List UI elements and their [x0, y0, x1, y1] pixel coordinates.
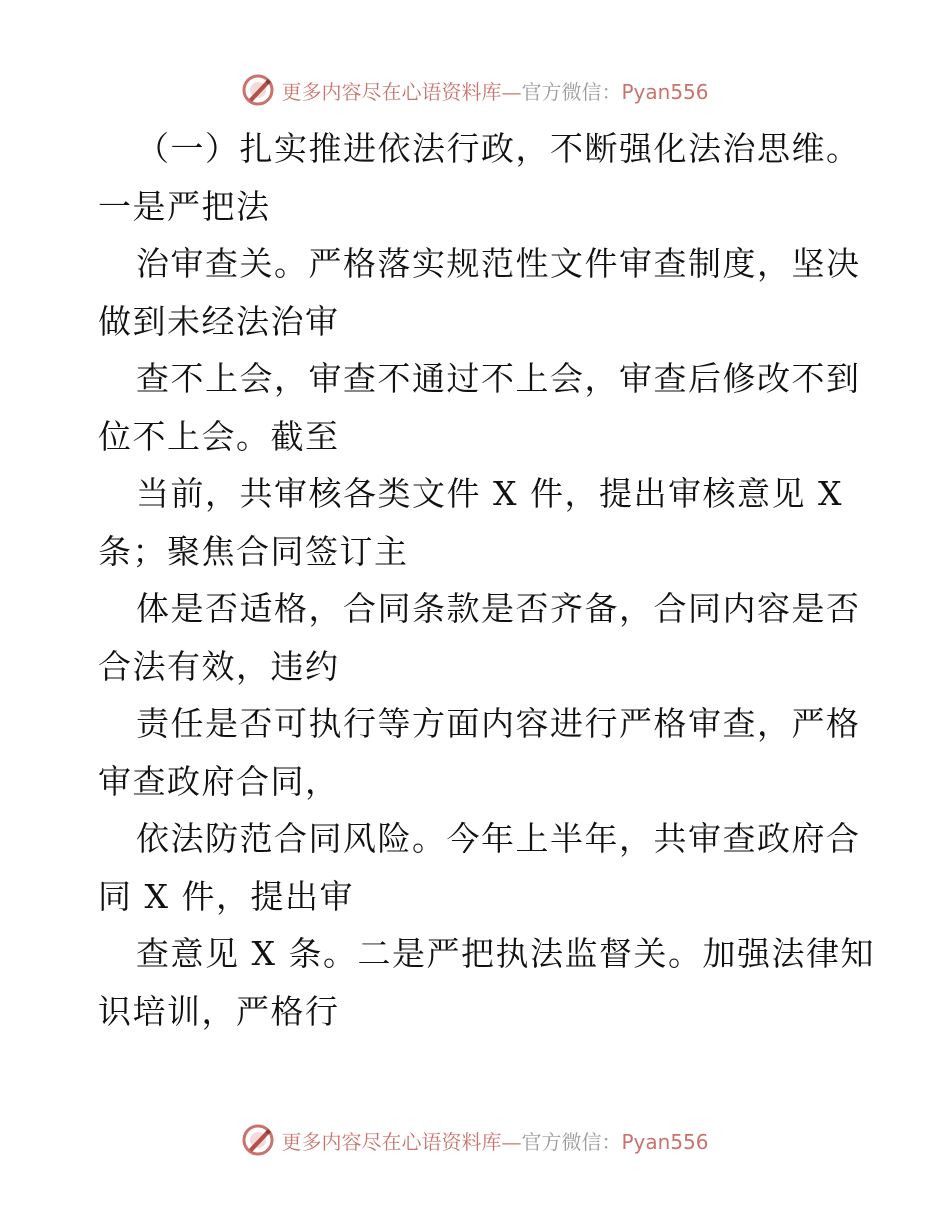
document-line: 体是否适格，合同条款是否齐备，合同内容是否 — [136, 589, 861, 628]
document-body — [98, 120, 875, 1040]
pen-logo-icon — [241, 1123, 275, 1157]
watermark-dash: — — [501, 1129, 522, 1154]
document-line: 同 X 件，提出审 — [98, 876, 354, 916]
document-line: 条；聚焦合同签订主 — [98, 531, 409, 571]
document-line: （一）扎实推进依法行政，不断强化法治思维。 — [136, 129, 861, 168]
document-line: 查不上会，审查不通过不上会，审查后修改不到 — [136, 359, 861, 398]
watermark-footer — [0, 1120, 950, 1160]
document-line: 做到未经法治审 — [98, 301, 340, 341]
watermark-inner — [241, 1123, 708, 1157]
watermark-header — [0, 70, 950, 110]
watermark-wechat-label: 官方微信： — [521, 1129, 622, 1154]
watermark-text — [281, 76, 708, 105]
watermark-label: 更多内容尽在心语资料库 — [281, 1129, 502, 1154]
watermark-inner — [241, 73, 708, 107]
document-line: 治审查关。严格落实规范性文件审查制度，坚决 — [136, 244, 861, 283]
watermark-wechat-id: Pyan556 — [621, 79, 709, 104]
document-line: 审查政府合同， — [98, 761, 340, 801]
document-line: 查意见 X 条。二是严把执法监督关。加强法律知 — [136, 934, 875, 973]
watermark-wechat-label: 官方微信： — [521, 79, 622, 104]
document-line: 当前，共审核各类文件 X 件，提出审核意见 X — [136, 474, 843, 513]
watermark-text — [281, 1126, 708, 1155]
document-line: 一是严把法 — [98, 186, 271, 226]
document-line: 责任是否可执行等方面内容进行严格审查，严格 — [136, 704, 861, 743]
pen-logo-icon — [241, 73, 275, 107]
document-line: 依法防范合同风险。今年上半年，共审查政府合 — [136, 819, 861, 858]
document-line: 位不上会。截至 — [98, 416, 340, 456]
watermark-label: 更多内容尽在心语资料库 — [281, 79, 502, 104]
document-line: 合法有效，违约 — [98, 646, 340, 686]
document-line: 识培训，严格行 — [98, 991, 340, 1031]
watermark-dash: — — [501, 79, 522, 104]
watermark-wechat-id: Pyan556 — [621, 1129, 709, 1154]
